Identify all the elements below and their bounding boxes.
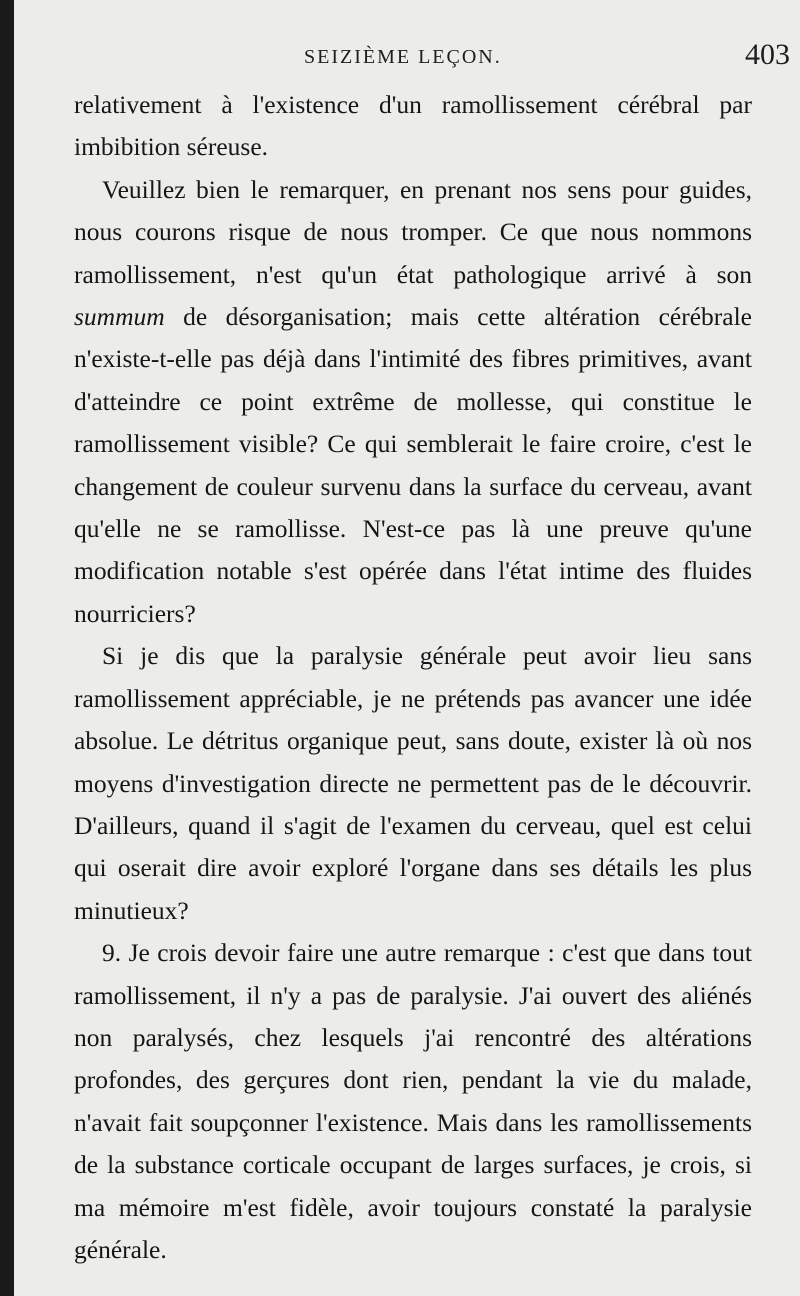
running-title: SEIZIÈME LEÇON. — [304, 46, 502, 68]
page-number: 403 — [745, 38, 790, 71]
paragraph-text-after: de désorganisation; mais cette altération cérébrale n'existe-t-elle pas déjà dans l'intimité des fibres primitives, avant d'atteindre ce point extrême de mollesse, qui constitue le ramollissement visible? Ce qui semblerait le faire croire, c'est le changement de couleur survenu dans la surface du cerveau, avant qu'elle ne se ramollisse. N'est-ce pas là une preuve qu'une modification notable s'est opérée dans l'état intime des fluides nourriciers? — [74, 302, 752, 628]
paragraph-text: relativement à l'existence d'un ramollissement cérébral par imbibition séreuse. — [74, 90, 752, 162]
paragraph-continuation — [74, 84, 752, 169]
paragraph — [74, 169, 752, 635]
body-text — [74, 84, 752, 1271]
book-page — [14, 0, 800, 1296]
paragraph — [74, 635, 752, 932]
emphasis-text: summum — [74, 302, 165, 332]
paragraph-text-before: Veuillez bien le remarquer, en prenant nos sens pour guides, nous courons risque de nous tromper. Ce que nous nommons ramollissement, n'est qu'un état pathologique arrivé à son — [74, 174, 752, 289]
paragraph-text: Si je dis que la paralysie générale peut avoir lieu sans ramollissement appréciable, je ne prétends pas avancer une idée absolue. Le détritus organique peut, sans doute, exister là où nos moyens d'investigation directe ne permettent pas de le découvrir. D'ailleurs, quand il s'agit de l'examen du cerveau, quel est celui qui oserait dire avoir exploré l'organe dans ses détails les plus minutieux? — [74, 641, 752, 925]
paragraph-numbered — [74, 932, 752, 1271]
paragraph-text: 9. Je crois devoir faire une autre remarque : c'est que dans tout ramollissement, il n'y a pas de paralysie. J'ai ouvert des aliénés non paralysés, chez lesquels j'ai rencontré des altérations profondes, des gerçures dont rien, pendant la vie du malade, n'avait fait soupçonner l'existence. Mais dans les ramollissements de la substance corticale occupant de larges surfaces, je crois, si ma mémoire m'est fidèle, avoir toujours constaté la paralysie générale. — [74, 938, 752, 1264]
page-header — [14, 38, 800, 78]
